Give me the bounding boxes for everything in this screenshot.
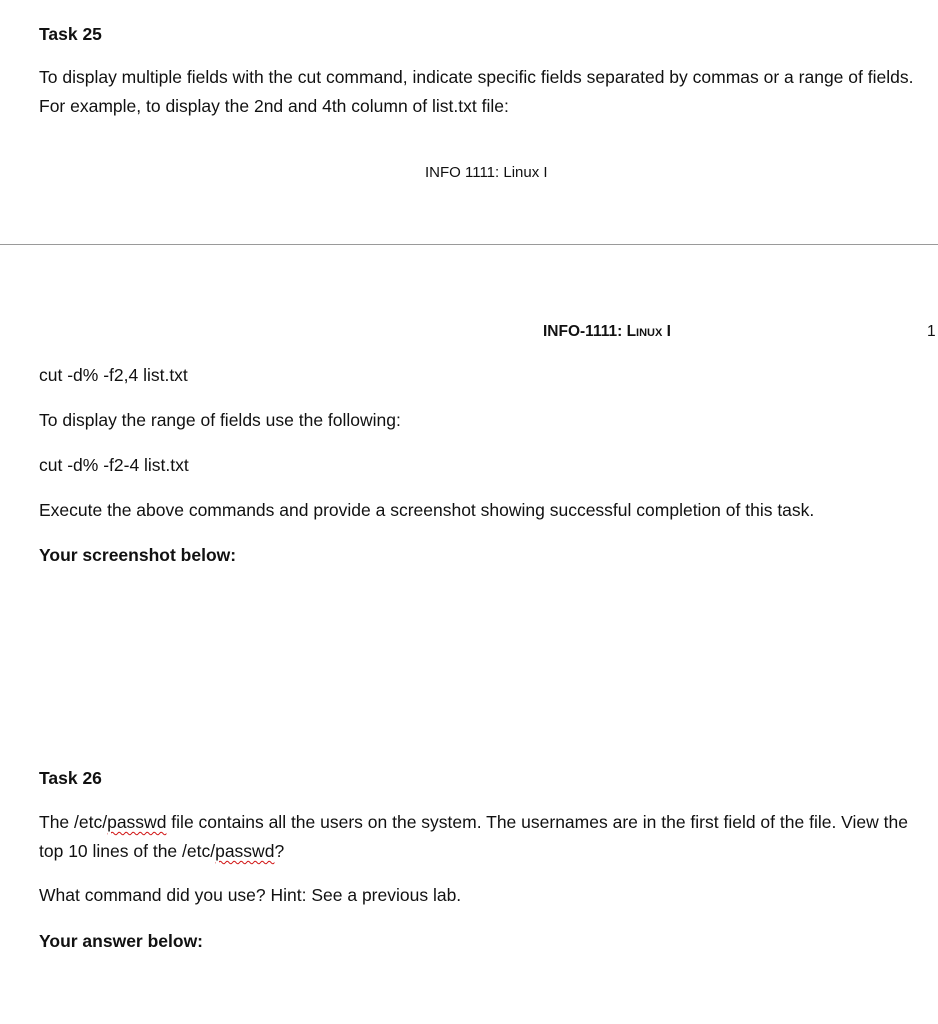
screenshot-prompt: Your screenshot below:	[39, 545, 237, 565]
spellcheck-word-passwd: passwd	[107, 812, 167, 832]
task-26-paragraph	[39, 808, 919, 866]
running-header-title: Linux I	[626, 323, 671, 340]
task-26-heading: Task 26	[39, 768, 102, 788]
task-25-intro-paragraph: To display multiple fields with the cut command, indicate specific fields separated by commas or a range of fields. For example, to display the 2nd and 4th column of list.txt file:	[39, 67, 914, 116]
command-line-1: cut -d% -f2,4 list.txt	[39, 365, 188, 385]
range-intro-text: To display the range of fields use the following:	[39, 410, 401, 430]
task-26-question: What command did you use? Hint: See a previous lab.	[39, 885, 462, 905]
running-header-prefix: INFO-1111:	[543, 323, 627, 340]
page-divider	[0, 244, 938, 245]
task-25-heading: Task 25	[39, 24, 102, 44]
answer-prompt: Your answer below:	[39, 931, 204, 951]
task-26-text-part2: file contains all the users on the system. The usernames are in the first field of the file. View the top 10 lines of the /etc/	[39, 812, 908, 861]
page-footer-header: INFO 1111: Linux I	[425, 164, 548, 181]
task-26-text-part3: ?	[274, 841, 285, 861]
page-number: 1	[927, 323, 936, 340]
spellcheck-word-passwd: passwd	[215, 841, 275, 861]
task-26-text-part1: The /etc/	[39, 812, 108, 832]
execute-instruction: Execute the above commands and provide a screenshot showing successful completion of this task.	[39, 500, 815, 520]
running-header	[543, 323, 671, 341]
command-line-2: cut -d% -f2-4 list.txt	[39, 455, 189, 475]
